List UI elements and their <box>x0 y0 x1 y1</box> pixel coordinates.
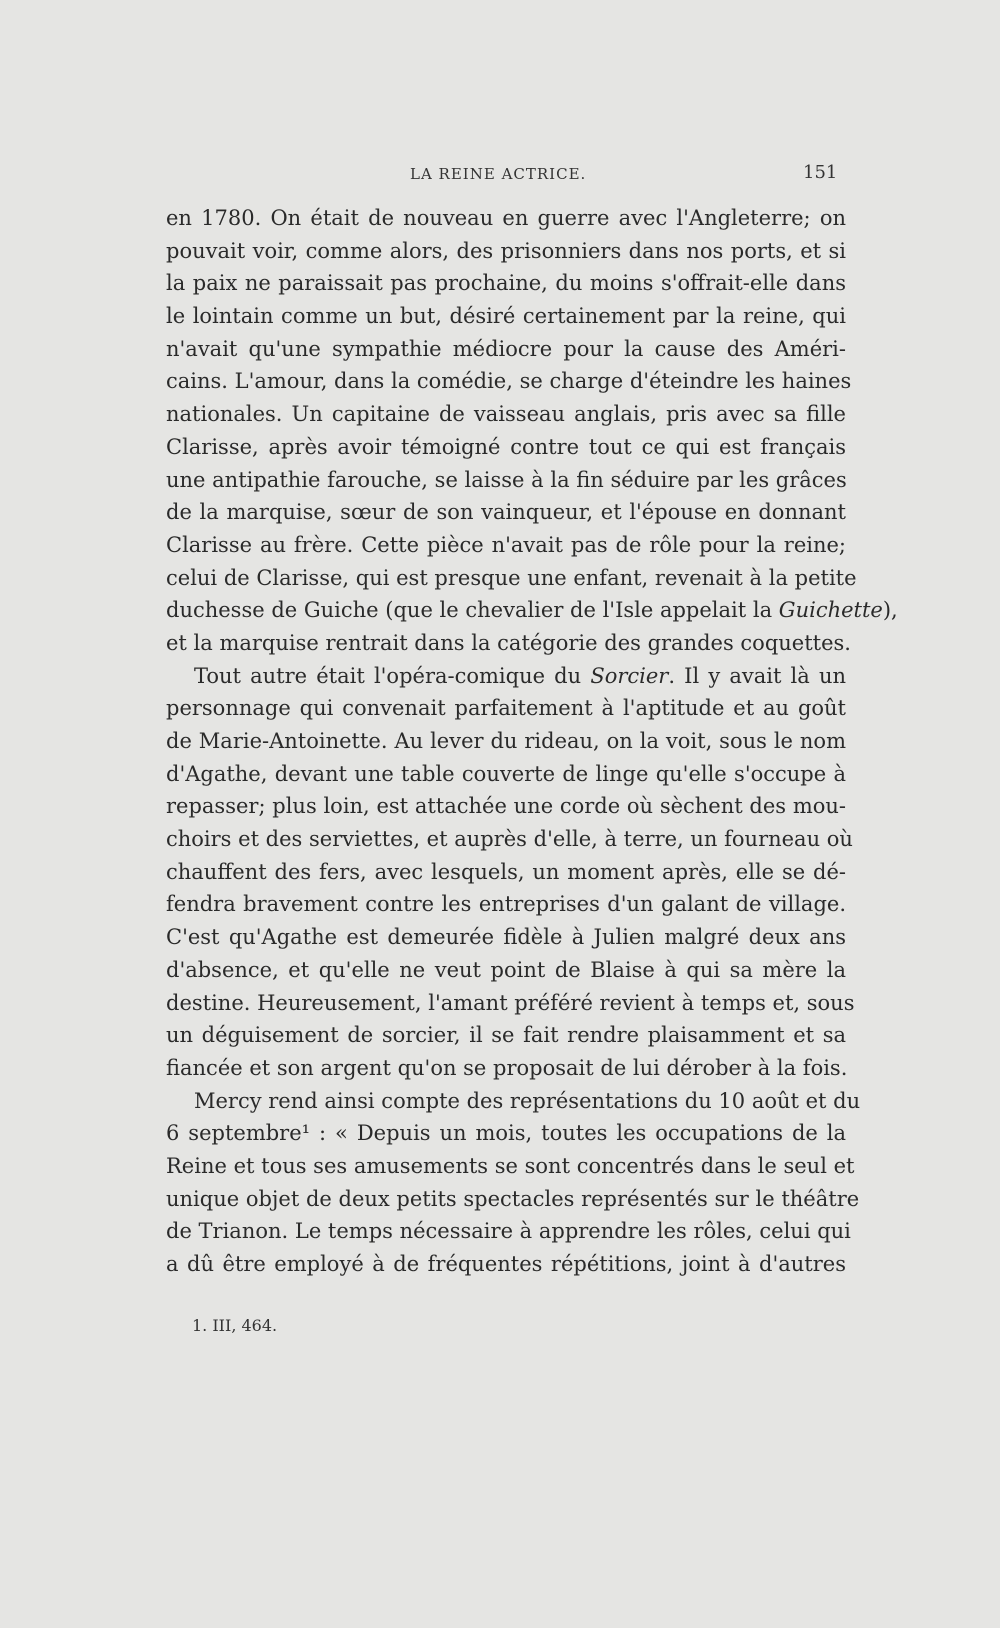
text-line: fendra bravement contre les entreprises d'un galant de village. <box>166 892 846 917</box>
text-line: de la marquise, sœur de son vainqueur, et l'épouse en donnant <box>166 500 846 525</box>
body-text <box>166 202 898 1281</box>
text-line: d'absence, et qu'elle ne veut point de Blaise à qui sa mère la <box>166 957 846 982</box>
text-line: Mercy rend ainsi compte des représentations du 10 août et du <box>194 1088 861 1113</box>
text-line: de Trianon. Le temps nécessaire à apprendre les rôles, celui qui <box>166 1219 851 1244</box>
text-line: en 1780. On était de nouveau en guerre avec l'Angleterre; on <box>166 206 846 230</box>
text-line: a dû être employé à de fréquentes répétitions, joint à d'autres <box>166 1252 846 1276</box>
text-line: la paix ne paraissait pas prochaine, du moins s'offrait-elle dans <box>166 271 846 296</box>
text-line: repasser; plus loin, est attachée une corde où sèchent des mou- <box>166 794 846 819</box>
italic-title: Sorcier <box>590 663 669 688</box>
text-line: C'est qu'Agathe est demeurée fidèle à Julien malgré deux ans <box>166 925 846 950</box>
text-line: Clarisse au frère. Cette pièce n'avait pas de rôle pour la reine; <box>166 532 846 557</box>
italic-title: Guichette <box>778 598 883 623</box>
text-line: le lointain comme un but, désiré certainement par la reine, qui <box>166 304 846 329</box>
text-segment: . Il y avait là un <box>668 663 846 688</box>
text-line <box>166 660 846 693</box>
text-line: fiancée et son argent qu'on se proposait de lui dérober à la fois. <box>166 1055 848 1080</box>
text-segment: Tout autre était l'opéra-comique du <box>194 663 591 688</box>
text-line: Clarisse, après avoir témoigné contre tout ce qui est français <box>166 434 846 459</box>
text-line: pouvait voir, comme alors, des prisonniers dans nos ports, et si <box>166 238 846 263</box>
text-line: de Marie-Antoinette. Au lever du rideau, on la voit, sous le nom <box>166 729 846 753</box>
footnote: 1. III, 464. <box>192 1316 278 1335</box>
text-line: d'Agathe, devant une table couverte de linge qu'elle s'occupe à <box>166 761 846 786</box>
text-segment: duchesse de Guiche (que le chevalier de l'Isle appelait la <box>166 598 779 623</box>
running-title: LA REINE ACTRICE. <box>410 165 587 183</box>
text-line: un déguisement de sorcier, il se fait rendre plaisamment et sa <box>166 1023 846 1048</box>
text-line: personnage qui convenait parfaitement à l'aptitude et au goût <box>166 696 846 721</box>
text-line: choirs et des serviettes, et auprès d'elle, à terre, un fourneau où <box>166 827 853 852</box>
text-line <box>166 594 898 627</box>
text-line: n'avait qu'une sympathie médiocre pour la cause des Améri- <box>166 336 846 361</box>
text-line: une antipathie farouche, se laisse à la fin séduire par les grâces <box>166 467 847 492</box>
text-segment: ), <box>882 598 898 623</box>
text-line: Reine et tous ses amusements se sont concentrés dans le seul et <box>166 1153 855 1178</box>
text-line: destine. Heureusement, l'amant préféré revient à temps et, sous <box>166 990 855 1015</box>
text-line: cains. L'amour, dans la comédie, se charge d'éteindre les haines <box>166 369 852 394</box>
text-line: chauffent des fers, avec lesquels, un moment après, elle se dé- <box>166 859 846 884</box>
text-line: et la marquise rentrait dans la catégorie des grandes coquettes. <box>166 630 851 655</box>
page-number: 151 <box>803 162 838 183</box>
text-line: unique objet de deux petits spectacles représentés sur le théâtre <box>166 1186 860 1211</box>
text-line: 6 septembre¹ : « Depuis un mois, toutes les occupations de la <box>166 1121 846 1146</box>
text-line: nationales. Un capitaine de vaisseau anglais, pris avec sa fille <box>166 402 846 427</box>
text-line: celui de Clarisse, qui est presque une enfant, revenait à la petite <box>166 565 857 590</box>
